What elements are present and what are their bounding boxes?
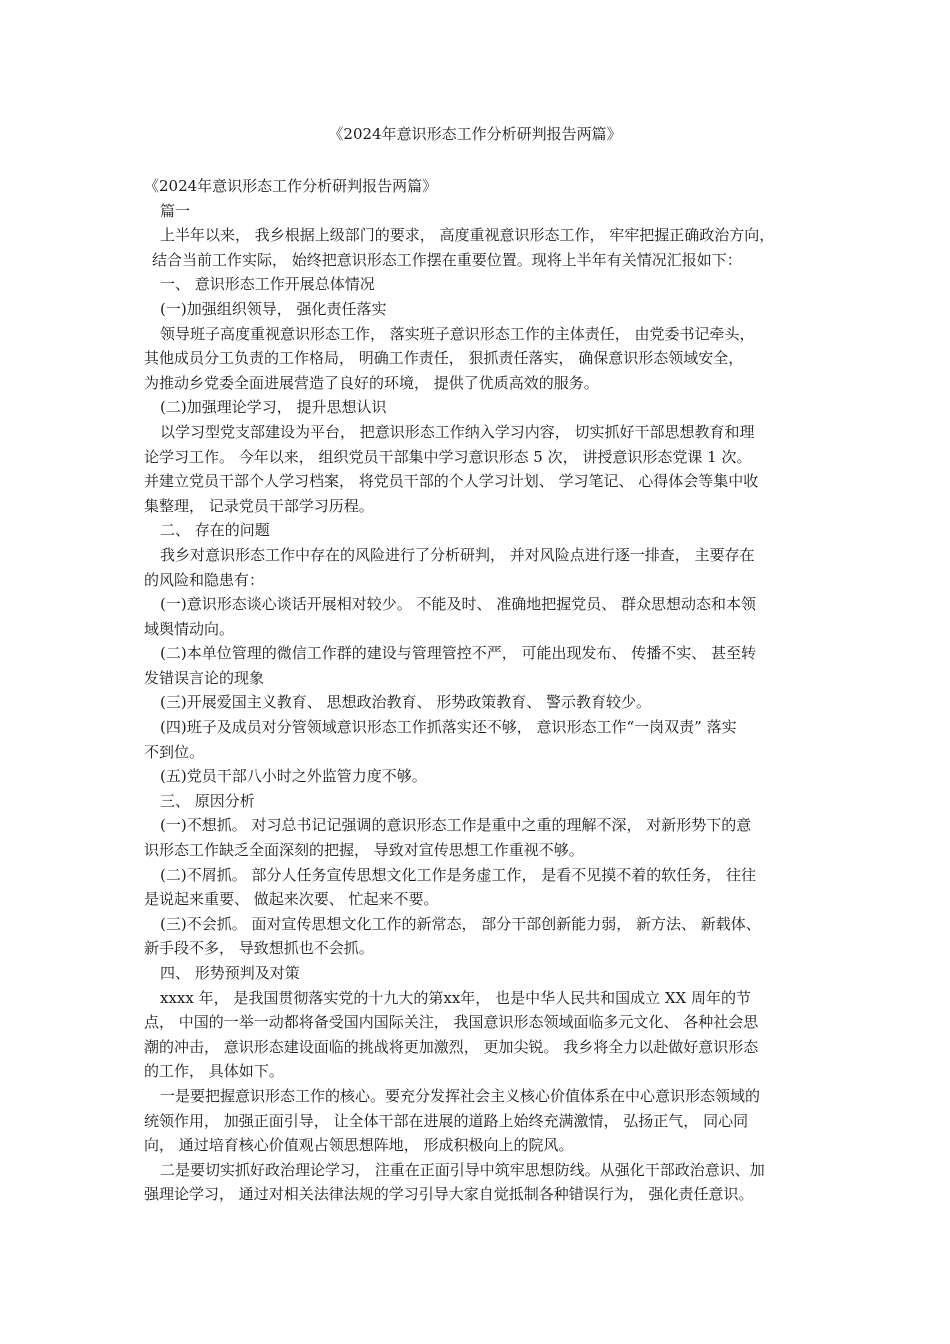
text-line: 统领作用， 加强正面引导， 让全体干部在进展的道路上始终充满激情， 弘扬正气， 同心同 <box>144 1111 749 1130</box>
text-line: (三)开展爱国主义教育、 思想政治教育、 形势政策教育、 警示教育较少。 <box>160 693 652 712</box>
text-line: (二)不屑抓。 部分人任务宣传思想文化工作是务虚工作， 是看不见摸不着的软任务， 往往 <box>160 865 757 884</box>
text-line: 结合当前工作实际， 始终把意识形态工作摆在重要位置。现将上半年有关情况汇报如下： <box>152 250 742 269</box>
text-line: 为推动乡党委全面进展营造了良好的环境， 提供了优质高效的服务。 <box>144 373 599 392</box>
text-line: (一)意识形态谈心谈话开展相对较少。 不能及时、 准确地把握党员、 群众思想动态和本领 <box>160 595 757 614</box>
text-line: (四)班子及成员对分管领域意识形态工作抓落实还不够， 意识形态工作“一岗双责” 落实 <box>160 718 737 737</box>
text-line: 潮的冲击， 意识形态建设面临的挑战将更加激烈， 更加尖锐。 我乡将全力以赴做好意识形态 <box>144 1037 759 1056</box>
text-line: (二)本单位管理的微信工作群的建设与管理管控不严， 可能出现发布、 传播不实、 甚至转 <box>160 644 757 663</box>
text-line: 四、 形势预判及对策 <box>160 964 300 982</box>
text-line: 上半年以来， 我乡根据上级部门的要求， 高度重视意识形态工作， 牢牢把握正确政治方向， <box>160 226 775 245</box>
text-line: 不到位。 <box>144 742 205 761</box>
text-line: 域舆情动向。 <box>144 619 235 638</box>
text-line: 向， 通过培育核心价值观占领思想阵地， 形成积极向上的院风。 <box>144 1136 574 1155</box>
text-line: 二是要切实抓好政治理论学习， 注重在正面引导中筑牢思想防线。从强化干部政治意识、加 <box>160 1160 765 1179</box>
text-line: 的风险和隐患有： <box>144 570 265 589</box>
text-line: (二)加强理论学习， 提升思想认识 <box>160 398 387 417</box>
text-line: 我乡对意识形态工作中存在的风险进行了分析研判， 并对风险点进行逐一排查， 主要存在 <box>160 545 755 564</box>
text-line: 以学习型党支部建设为平台， 把意识形态工作纳入学习内容， 切实抓好干部思想教育和理 <box>160 422 755 441</box>
text-line: 领导班子高度重视意识形态工作， 落实班子意识形态工作的主体责任， 由党委书记牵头， <box>160 324 755 343</box>
text-line: 新手段不多， 导致想抓也不会抓。 <box>144 939 374 958</box>
document-body <box>144 174 816 1207</box>
text-line: 识形态工作缺乏全面深刻的把握， 导致对宣传思想工作重视不够。 <box>144 841 584 860</box>
text-line: 篇一 <box>160 201 191 220</box>
text-line: (五)党员干部八小时之外监管力度不够。 <box>160 767 427 786</box>
text-line: (三)不会抓。 面对宣传思想文化工作的新常态， 部分干部创新能力弱， 新方法、 新载体、 <box>160 914 761 933</box>
text-line: 论学习工作。 今年以来， 组织党员干部集中学习意识形态 5 次， 讲授意识形态党课 1 次。 <box>144 447 752 466</box>
document-title: 《2024年意识形态工作分析研判报告两篇》 <box>328 125 622 143</box>
text-line: 点， 中国的一举一动都将备受国内国际关注， 我国意识形态领域面临多元文化、 各种社会思 <box>144 1013 759 1032</box>
text-line: 三、 原因分析 <box>160 791 255 810</box>
text-line: 强理论学习， 通过对相关法律法规的学习引导大家自觉抵制各种错误行为， 强化责任意识。 <box>144 1185 754 1204</box>
text-line: 其他成员分工负责的工作格局， 明确工作责任， 狠抓责任落实， 确保意识形态领域安全， <box>144 349 744 368</box>
text-line: (一)不想抓。 对习总书记记强调的意识形态工作是重中之重的理解不深， 对新形势下的意 <box>160 816 752 835</box>
text-line: 《2024年意识形态工作分析研判报告两篇》 <box>144 177 438 195</box>
text-line: xxxx 年， 是我国贯彻落实党的十九大的第xx年， 也是中华人民共和国成立 XX 周年的节 <box>160 988 751 1007</box>
text-line: 一是要把握意识形态工作的核心。要充分发挥社会主义核心价值体系在中心意识形态领域的 <box>160 1086 761 1105</box>
text-line: 是说起来重要、 做起来次要、 忙起来不要。 <box>144 890 439 909</box>
text-line: 二、 存在的问题 <box>160 521 270 540</box>
text-line: 的工作， 具体如下。 <box>144 1062 284 1081</box>
text-line: 集整理， 记录党员干部学习历程。 <box>144 496 374 515</box>
text-line: 一、 意识形态工作开展总体情况 <box>160 275 375 294</box>
text-line: (一)加强组织领导， 强化责任落实 <box>160 299 387 318</box>
text-line: 并建立党员干部个人学习档案， 将党员干部的个人学习计划、 学习笔记、 心得体会等集中收 <box>144 472 759 491</box>
text-line: 发错误言论的现象 <box>144 668 265 687</box>
